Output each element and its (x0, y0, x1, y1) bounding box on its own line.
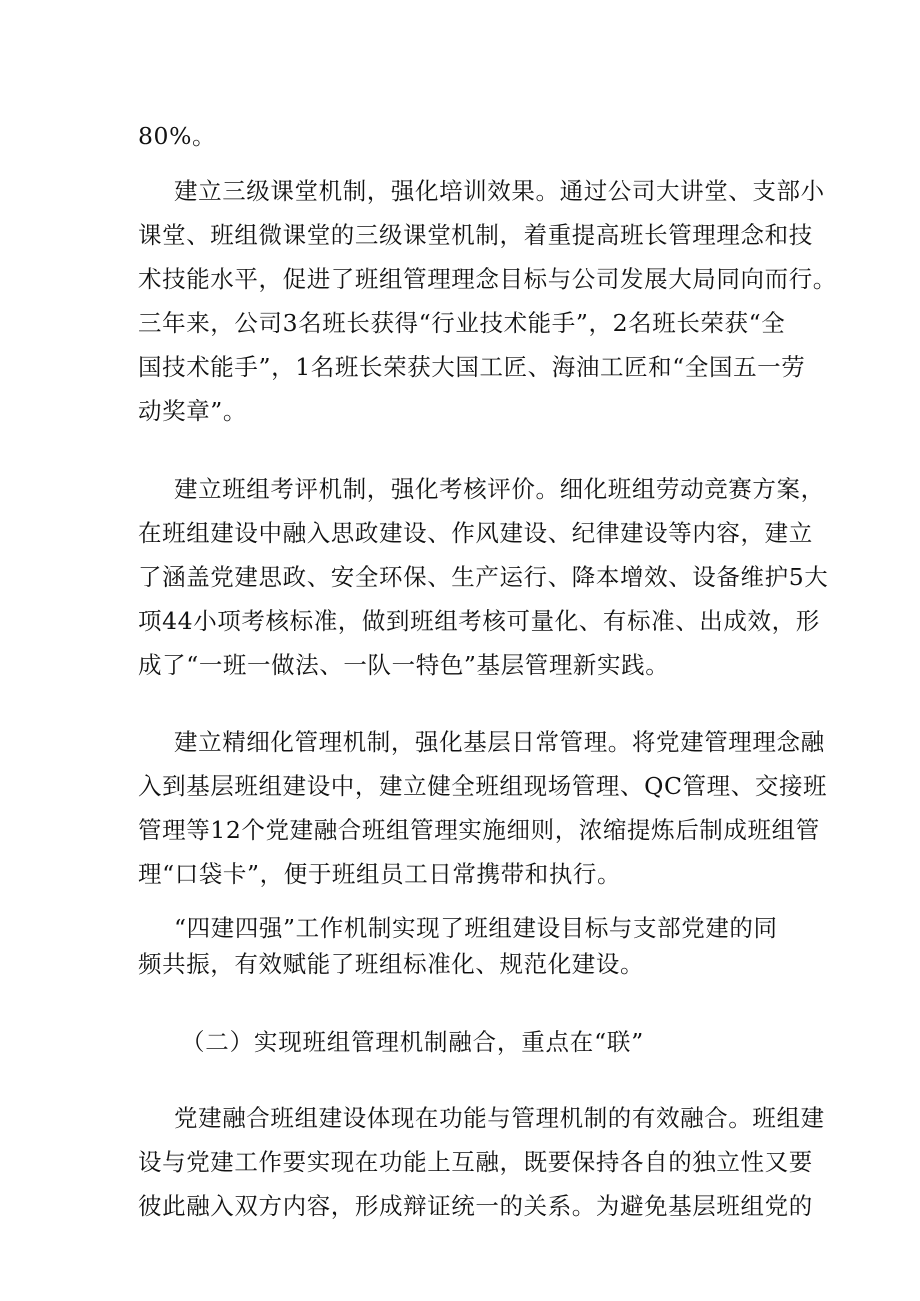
paragraph-line: 彼此融入双方内容，形成辩证统一的关系。为避免基层班组党的 (138, 1192, 813, 1220)
paragraph-line: 国技术能手”，1名班长荣获大国工匠、海油工匠和“全国五一劳 (138, 353, 806, 381)
paragraph-line: 在班组建设中融入思政建设、作风建设、纪律建设等内容，建立 (138, 519, 813, 547)
paragraph-line: 课堂、班组微课堂的三级课堂机制，着重提高班长管理理念和技 (138, 221, 813, 249)
paragraph-line: 了涵盖党建思政、安全环保、生产运行、降本增效、设备维护5大 (138, 563, 829, 591)
paragraph-line: 建立精细化管理机制，强化基层日常管理。将党建管理理念融 (174, 728, 825, 756)
paragraph-line: 管理等12个党建融合班组管理实施细则，浓缩提炼后制成班组管 (138, 816, 820, 844)
paragraph-line: 术技能水平，促进了班组管理理念目标与公司发展大局同向而行。 (138, 265, 837, 293)
paragraph-line: 设与党建工作要实现在功能上互融，既要保持各自的独立性又要 (138, 1148, 813, 1176)
paragraph-line: 党建融合班组建设体现在功能与管理机制的有效融合。班组建 (174, 1104, 825, 1132)
paragraph-line: 项44小项考核标准，做到班组考核可量化、有标准、出成效，形 (138, 607, 820, 635)
paragraph-line: 建立三级课堂机制，强化培训效果。通过公司大讲堂、支部小 (174, 177, 825, 205)
paragraph-line: 入到基层班组建设中，建立健全班组现场管理、QC管理、交接班 (138, 772, 828, 800)
paragraph-line: 成了“一班一做法、一队一特色”基层管理新实践。 (138, 651, 670, 679)
paragraph-line: 建立班组考评机制，强化考核评价。细化班组劳动竞赛方案， (174, 475, 825, 503)
paragraph-line: “四建四强”工作机制实现了班组建设目标与支部党建的同 (174, 914, 778, 942)
paragraph-line: 三年来，公司3名班长获得“行业技术能手”，2名班长荣获“全 (138, 309, 786, 337)
paragraph-line: 动奖章”。 (138, 397, 248, 425)
section-heading: （二）实现班组管理机制融合，重点在“联” (181, 1028, 645, 1056)
paragraph-line: 理“口袋卡”，便于班组员工日常携带和执行。 (138, 860, 622, 888)
paragraph-line: 频共振，有效赋能了班组标准化、规范化建设。 (138, 950, 645, 978)
paragraph-line: 80%。 (138, 122, 217, 150)
